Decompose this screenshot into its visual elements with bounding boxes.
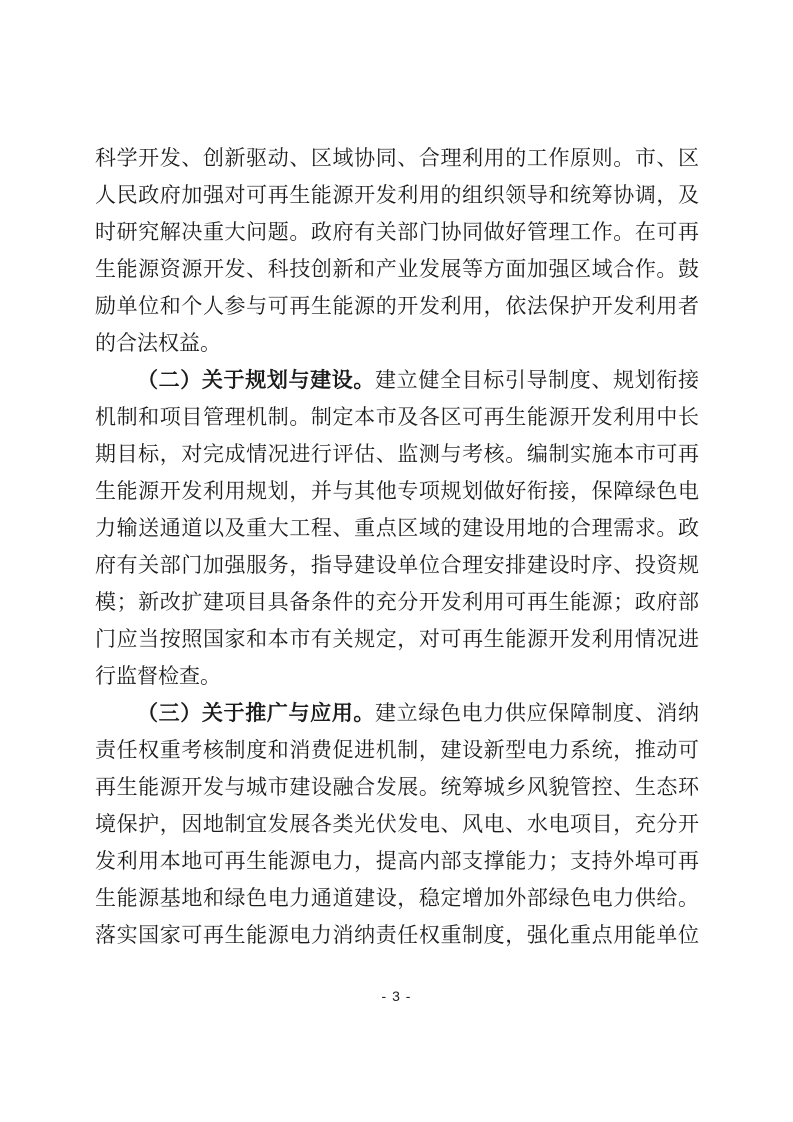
text-line: 期目标，对完成情况进行评估、监测与考核。编制实施本市可再	[95, 443, 699, 466]
section-heading: （三）关于推广与应用。	[137, 702, 376, 725]
text-line: 机制和项目管理机制。制定本市及各区可再生能源开发利用中长	[95, 406, 699, 429]
text-line: 行监督检查。	[95, 665, 221, 688]
text-line: 生能源开发利用规划，并与其他专项规划做好衔接，保障绿色电	[95, 480, 699, 503]
text-line: 生能源资源开发、科技创新和产业发展等方面加强区域合作。鼓	[95, 258, 699, 281]
text-line: 门应当按照国家和本市有关规定，对可再生能源开发利用情况进	[95, 628, 699, 651]
text-line: 力输送通道以及重大工程、重点区域的建设用地的合理需求。政	[95, 517, 699, 540]
text-line: 时研究解决重大问题。政府有关部门协同做好管理工作。在可再	[95, 221, 699, 244]
text-run: 建立健全目标引导制度、规划衔接	[375, 369, 699, 392]
text-line: 境保护，因地制宜发展各类光伏发电、风电、水电项目，充分开	[95, 813, 699, 836]
text-line: 人民政府加强对可再生能源开发利用的组织领导和统筹协调，及	[95, 184, 699, 207]
text-line: 的合法权益。	[95, 332, 221, 355]
text-line: 府有关部门加强服务，指导建设单位合理安排建设时序、投资规	[95, 554, 699, 577]
text-run: 建立绿色电力供应保障制度、消纳	[375, 702, 699, 725]
section-heading: （二）关于规划与建设。	[137, 369, 376, 392]
text-line: 落实国家可再生能源电力消纳责任权重制度，强化重点用能单位	[95, 924, 699, 947]
text-line: 生能源基地和绿色电力通道建设，稳定增加外部绿色电力供给。	[95, 887, 699, 910]
text-line: 模；新改扩建项目具备条件的充分开发利用可再生能源；政府部	[95, 591, 699, 614]
text-line	[95, 362, 699, 399]
text-line: 发利用本地可再生能源电力，提高内部支撑能力；支持外埠可再	[95, 850, 699, 873]
text-line: 再生能源开发与城市建设融合发展。统筹城乡风貌管控、生态环	[95, 776, 699, 799]
text-line: 科学开发、创新驱动、区域协同、合理利用的工作原则。市、区	[95, 147, 699, 170]
text-line	[95, 695, 699, 732]
page-number: - 3 -	[381, 988, 412, 1004]
text-line: 励单位和个人参与可再生能源的开发利用，依法保护开发利用者	[95, 295, 699, 318]
document-body	[95, 140, 699, 954]
text-line: 责任权重考核制度和消费促进机制，建设新型电力系统，推动可	[95, 739, 699, 762]
